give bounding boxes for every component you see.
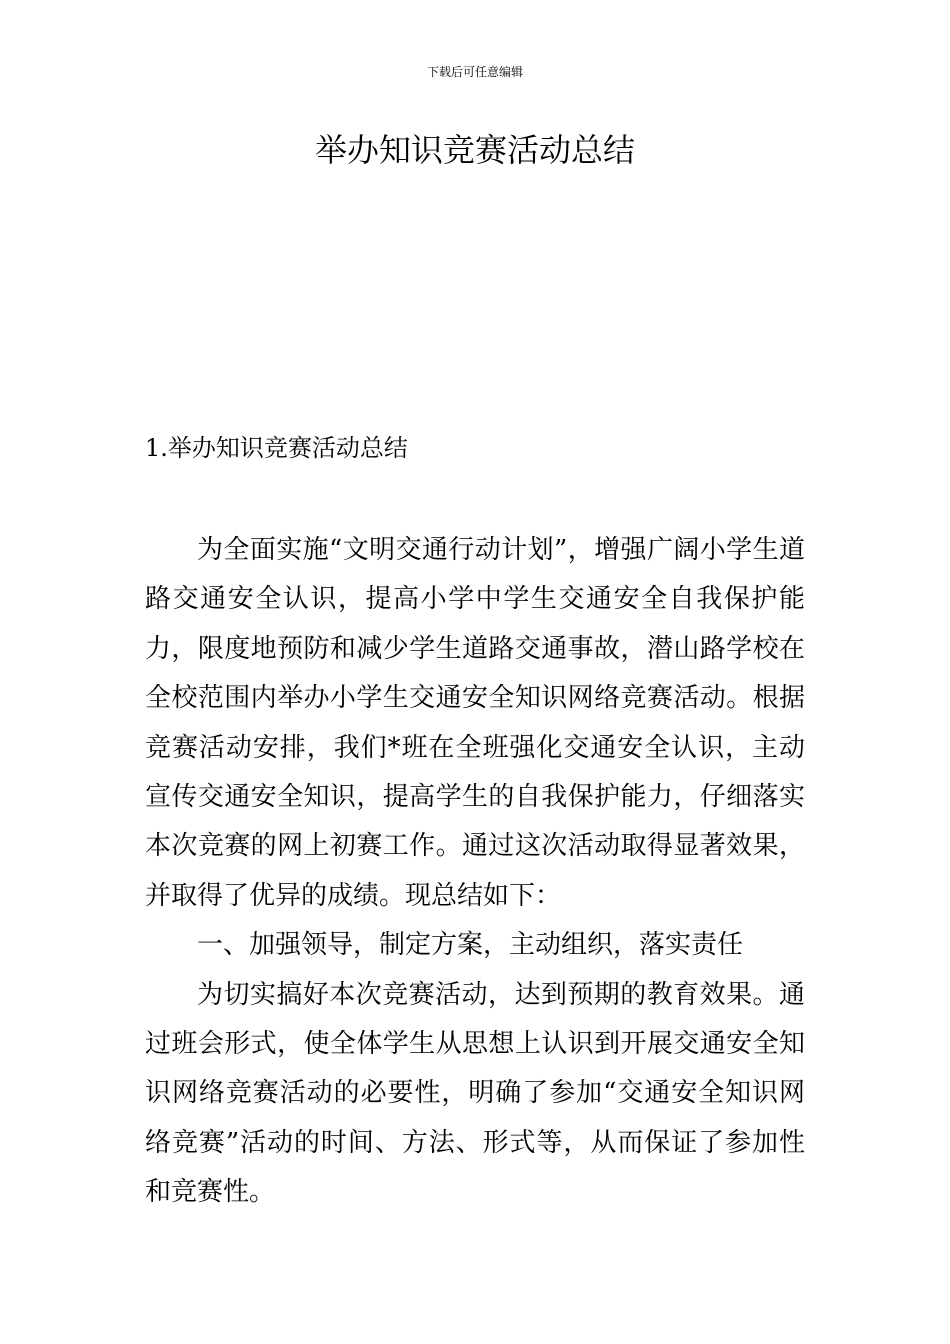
paragraph-subheading: 一、加强领导，制定方案，主动组织，落实责任	[197, 930, 744, 961]
paragraph-detail: 为切实搞好本次竞赛活动，达到预期的教育效果。通过班会形式，使全体学生从思想上认识到开展交通安全知识网络竞赛活动的必要性，明确了参加“交通安全知识网络竞赛”活动的时间、方法、形式等，从而保证了参加性和竞赛性。	[145, 979, 805, 1208]
paragraph-intro: 为全面实施“文明交通行动计划”，增强广阔小学生道路交通安全认识，提高小学中学生交通安全自我保护能力，限度地预防和减少学生道路交通事故，潜山路学校在全校范围内举办小学生交通安全知识网络竞赛活动。根据竞赛活动安排，我们*班在全班强化交通安全认识，主动宣传交通安全知识，提高学生的自我保护能力，仔细落实本次竞赛的网上初赛工作。通过这次活动取得显著效果，并取得了优异的成绩。现总结如下：	[145, 535, 805, 911]
section-heading: 1.举办知识竞赛活动总结	[145, 434, 408, 462]
document-title: 举办知识竞赛活动总结	[314, 131, 635, 169]
header-note: 下载后可任意编辑	[426, 65, 523, 79]
body-text	[145, 526, 805, 1218]
